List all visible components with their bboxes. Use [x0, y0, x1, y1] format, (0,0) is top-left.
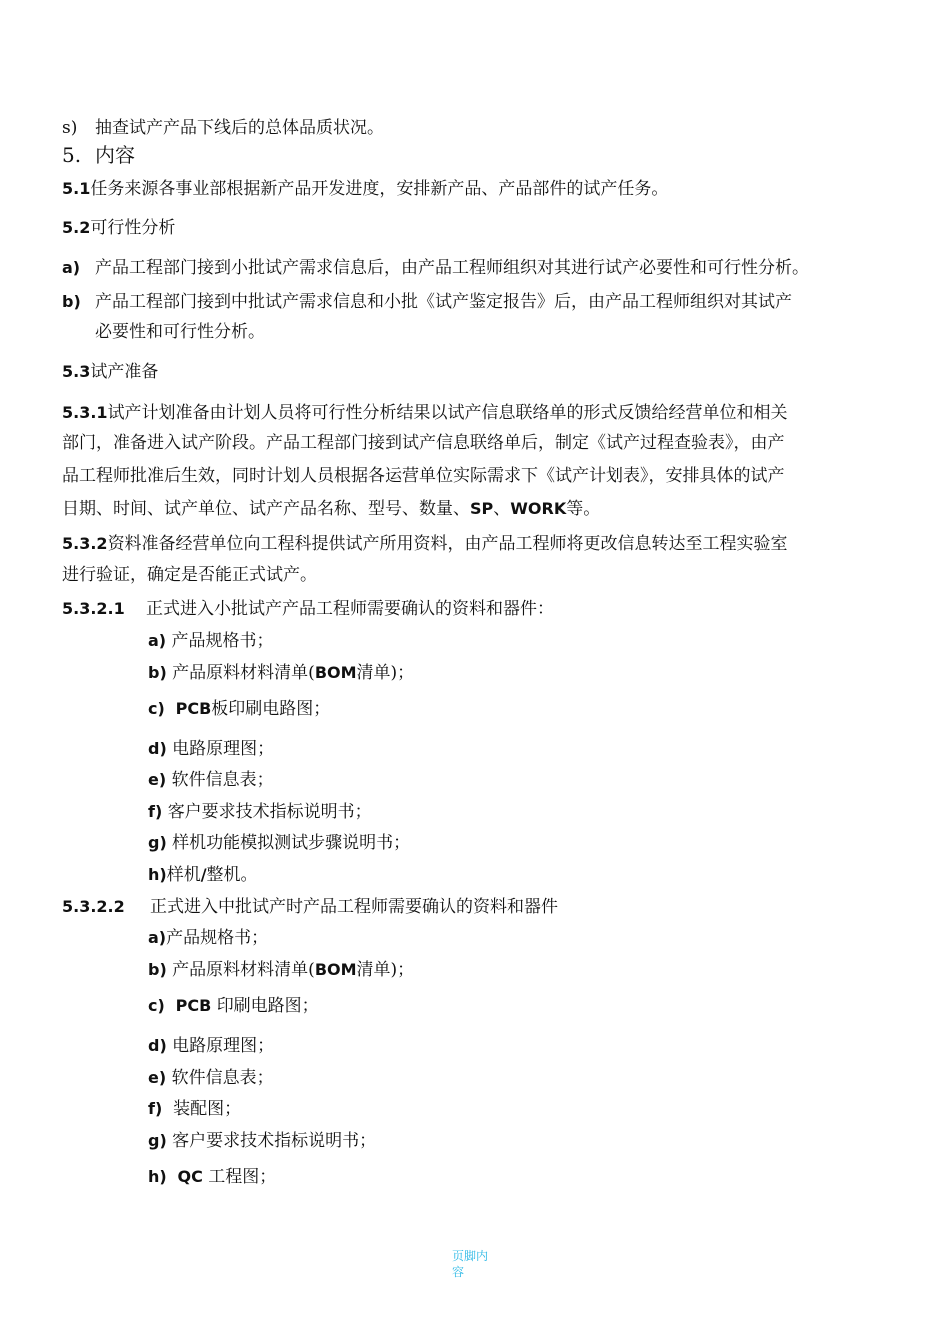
section-5-3-1	[62, 401, 788, 425]
item-label: f)	[148, 1099, 163, 1118]
item-label: b)	[148, 960, 167, 979]
list-item	[148, 1165, 276, 1189]
section-text: 任务来源各事业部根据新产品开发进度，安排新产品、产品部件的试产任务。	[90, 179, 669, 199]
slash: /	[200, 865, 207, 884]
item-label: f)	[148, 802, 163, 821]
item-text: 产品工程部门接到中批试产需求信息和小批《试产鉴定报告》后，由产品工程师组织对其试产	[95, 292, 792, 312]
item-label: s)	[62, 118, 78, 138]
list-item-b-continued: 必要性和可行性分析。	[95, 322, 265, 342]
separator: 、	[493, 499, 511, 519]
paragraph-line: 品工程师批准后生效，同时计划人员根据各运营单位实际需求下《试产计划表》，安排具体的试产	[62, 466, 785, 486]
list-item	[148, 1066, 274, 1090]
paragraph-line: 部门，准备进入试产阶段。产品工程部门接到试产信息联络单后，制定《试产过程查验表》，由产	[62, 433, 785, 453]
qc-term: QC	[177, 1167, 203, 1186]
section-number: 5.3.2	[62, 534, 108, 553]
list-item	[148, 629, 274, 653]
list-item	[148, 768, 274, 792]
item-text: 板印刷电路图；	[211, 699, 331, 719]
item-text: 工程图；	[208, 1167, 277, 1187]
list-item	[148, 1129, 376, 1153]
item-text: 软件信息表；	[171, 770, 274, 790]
list-item	[148, 994, 319, 1018]
item-text: 电路原理图；	[172, 739, 275, 759]
bom-term: BOM	[314, 663, 357, 682]
item-text: 产品原料材料清单(	[172, 663, 315, 683]
paragraph-line: 试产计划准备由计划人员将可行性分析结果以试产信息联络单的形式反馈给经营单位和相关	[107, 403, 788, 423]
section-number: 5.	[62, 143, 82, 167]
section-number: 5.3.2.2	[62, 897, 125, 916]
item-label: b)	[148, 663, 167, 682]
item-label: d)	[148, 1036, 167, 1055]
section-title: 可行性分析	[90, 218, 176, 238]
section-number: 5.3.1	[62, 403, 108, 422]
item-text: 产品规格书；	[166, 928, 269, 948]
list-item	[148, 831, 410, 855]
list-item	[148, 863, 258, 887]
section-number: 5.2	[62, 218, 91, 237]
item-label: e)	[148, 770, 167, 789]
item-label: a)	[62, 258, 81, 277]
list-item	[148, 958, 414, 982]
pcb-term: PCB	[175, 699, 212, 718]
section-number: 5.3.2.1	[62, 599, 125, 618]
pcb-term: PCB	[175, 996, 212, 1015]
bom-term: BOM	[314, 960, 357, 979]
item-text: 产品工程部门接到小批试产需求信息后，由产品工程师组织对其进行试产必要性和可行性分析。	[95, 258, 809, 278]
item-label: e)	[148, 1068, 167, 1087]
list-item	[148, 926, 268, 950]
item-label: c)	[148, 699, 165, 718]
paragraph-line: 进行验证，确定是否能正式试产。	[62, 565, 317, 585]
section-5-1	[62, 177, 668, 201]
section-5-3-heading	[62, 360, 158, 384]
section-5-heading	[62, 143, 135, 167]
page-footer: 页脚内容	[452, 1249, 489, 1279]
list-item	[148, 661, 414, 685]
item-text: 清单)；	[356, 960, 415, 980]
list-item	[148, 1034, 274, 1058]
section-title: 正式进入中批试产时产品工程师需要确认的资料和器件	[150, 897, 558, 917]
section-5-3-2-2-heading	[62, 895, 558, 919]
section-5-3-2-1-heading	[62, 597, 554, 621]
item-text: 产品原料材料清单(	[172, 960, 315, 980]
item-text: 客户要求技术指标说明书；	[167, 802, 372, 822]
sp-term: SP	[470, 499, 494, 518]
item-label: b)	[62, 292, 81, 311]
paragraph-line	[62, 497, 600, 521]
item-text: 软件信息表；	[171, 1068, 274, 1088]
list-item	[148, 800, 372, 824]
item-text: 装配图；	[173, 1099, 242, 1119]
item-text: 电路原理图；	[172, 1036, 275, 1056]
work-term: WORK	[510, 499, 567, 518]
section-title: 正式进入小批试产产品工程师需要确认的资料和器件：	[146, 599, 554, 619]
item-label: a)	[148, 631, 167, 650]
section-5-3-2	[62, 532, 788, 556]
item-label: h)	[148, 865, 167, 884]
list-item	[148, 1097, 241, 1121]
paragraph-line: 资料准备经营单位向工程科提供试产所用资料，由产品工程师将更改信息转达至工程实验室	[107, 534, 788, 554]
item-label: d)	[148, 739, 167, 758]
item-text: 清单)；	[356, 663, 415, 683]
paragraph-text: 等。	[566, 499, 601, 519]
item-label: a)	[148, 928, 167, 947]
section-number: 5.1	[62, 179, 91, 198]
item-text: 印刷电路图；	[216, 996, 319, 1016]
list-item-b	[62, 290, 792, 314]
item-text: 样机	[166, 865, 201, 885]
list-item-s	[62, 116, 384, 140]
item-label: c)	[148, 996, 165, 1015]
section-5-2-heading	[62, 216, 175, 240]
item-label: h)	[148, 1167, 167, 1186]
section-number: 5.3	[62, 362, 91, 381]
list-item	[148, 697, 330, 721]
item-text: 产品规格书；	[171, 631, 274, 651]
section-title: 内容	[95, 143, 135, 167]
list-item	[148, 737, 274, 761]
item-label: g)	[148, 833, 167, 852]
paragraph-text: 日期、时间、试产单位、试产产品名称、型号、数量、	[62, 499, 470, 519]
list-item-a	[62, 256, 809, 280]
section-title: 试产准备	[90, 362, 159, 382]
item-text: 抽查试产产品下线后的总体品质状况。	[95, 118, 384, 138]
item-text: 整机。	[206, 865, 258, 885]
item-label: g)	[148, 1131, 167, 1150]
item-text: 样机功能模拟测试步骤说明书；	[172, 833, 411, 853]
item-text: 客户要求技术指标说明书；	[172, 1131, 377, 1151]
